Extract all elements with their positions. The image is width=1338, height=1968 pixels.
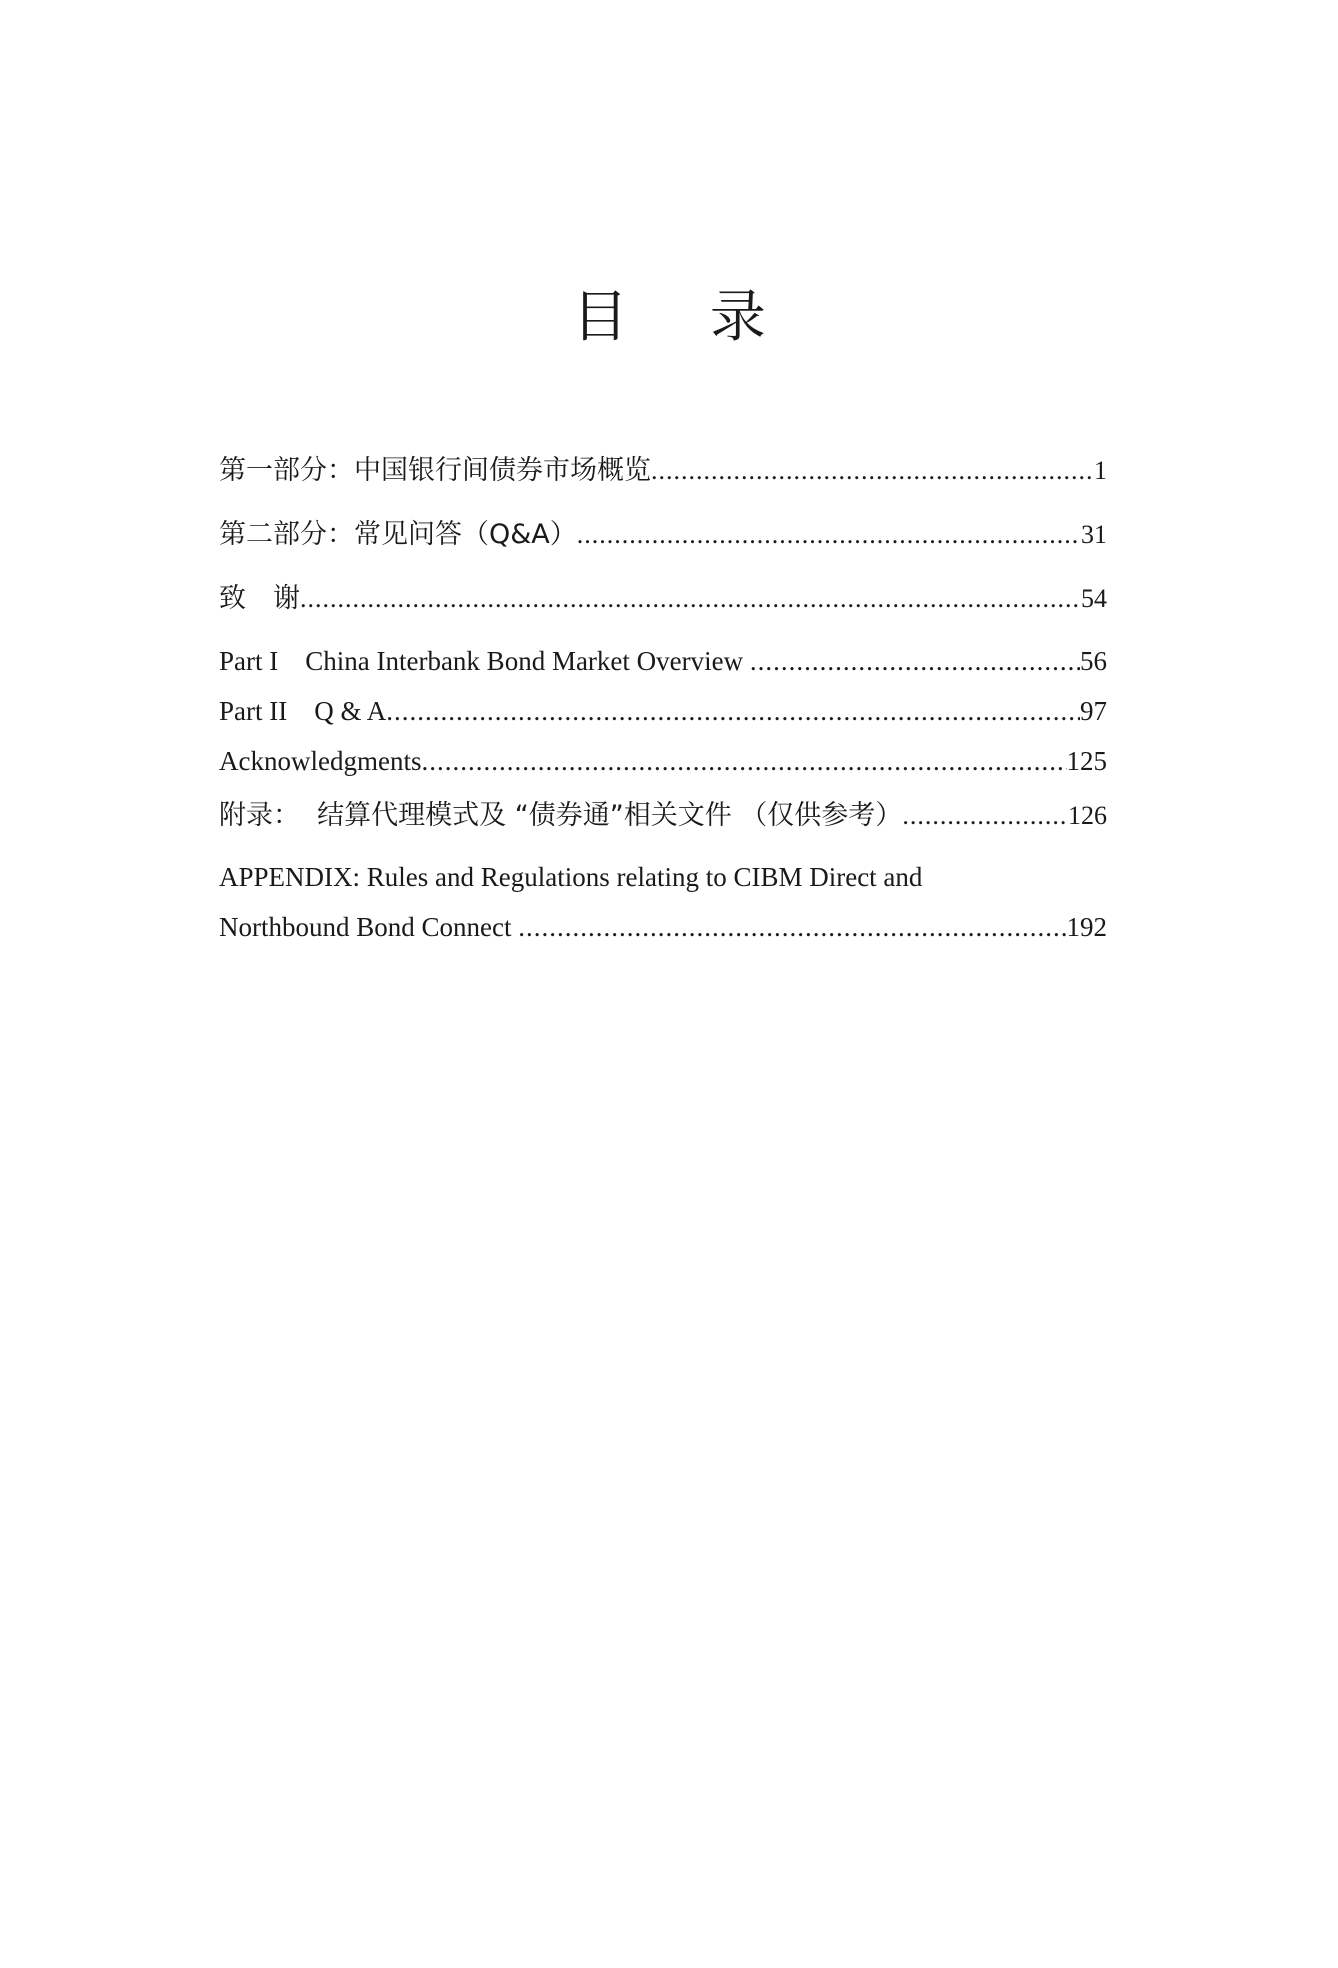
toc-dot-leader — [750, 642, 1080, 680]
toc-page-number: 192 — [1066, 912, 1107, 942]
toc-entry-part2-cn[interactable] — [219, 515, 1107, 555]
toc-entry-label: 第一部分：中国银行间债券市场概览 — [219, 455, 651, 486]
toc-entry-acknowledgments-en[interactable] — [219, 742, 1107, 780]
toc-entry-appendix-en-line1[interactable]: APPENDIX: Rules and Regulations relating to CIBM Direct and — [219, 862, 923, 892]
toc-entry-label: Northbound Bond Connect — [219, 912, 519, 942]
toc-entry-appendix-cn[interactable] — [219, 796, 1107, 836]
toc-entry-label: Part I China Interbank Bond Market Overview — [219, 646, 750, 676]
toc-page-number: 1 — [1094, 456, 1107, 485]
toc-entry-label: Part II Q & A — [219, 696, 387, 726]
toc-page-number: 54 — [1081, 584, 1107, 613]
toc-page-number: 97 — [1080, 696, 1107, 726]
toc-dot-leader — [577, 515, 1081, 555]
toc-entry-part2-en[interactable] — [219, 692, 1107, 730]
page-title: 目 录 — [572, 285, 798, 350]
toc-entry-part1-cn[interactable] — [219, 451, 1107, 491]
toc-page-number: 31 — [1081, 520, 1107, 549]
toc-page-number: 125 — [1066, 746, 1107, 776]
toc-entry-label: 附录： 结算代理模式及 “债券通”相关文件 （仅供参考） — [219, 800, 903, 831]
toc-dot-leader — [518, 908, 1066, 946]
toc-entry-part1-en[interactable] — [219, 642, 1107, 680]
toc-entry-label: Acknowledgments — [219, 746, 422, 776]
toc-dot-leader — [651, 451, 1094, 491]
toc-entry-acknowledgments-cn[interactable] — [219, 579, 1107, 619]
toc-page-number: 126 — [1068, 801, 1107, 830]
toc-dot-leader — [386, 692, 1080, 730]
toc-entry-appendix-en[interactable] — [219, 908, 1107, 946]
toc-entry-label: 第二部分：常见问答（Q&A） — [219, 519, 577, 550]
toc-entry-label: 致 谢 — [219, 583, 300, 614]
toc-dot-leader — [902, 796, 1068, 836]
toc-dot-leader — [421, 742, 1066, 780]
toc-page-number: 56 — [1080, 646, 1107, 676]
toc-dot-leader — [300, 579, 1081, 619]
